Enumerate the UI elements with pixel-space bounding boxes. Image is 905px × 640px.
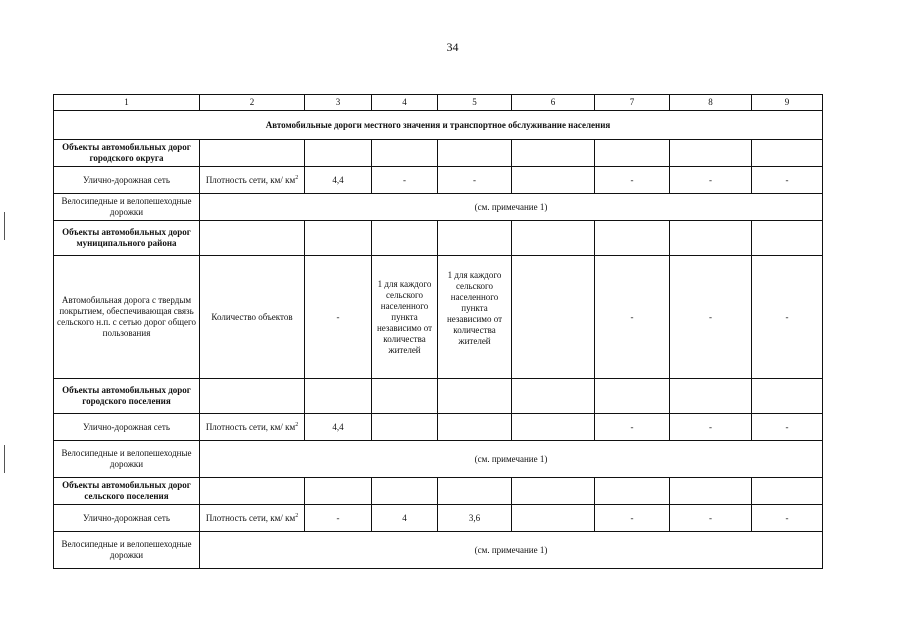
empty-cell (438, 140, 512, 167)
table-row (54, 441, 823, 478)
empty-cell (305, 140, 372, 167)
object-name: Велосипедные и велопешеходные дорожки (54, 532, 200, 569)
object-name: Автомобильная дорога с твердым покрытием, обеспечивающая связь сельского н.п. с сетью дорог общего пользования (54, 256, 200, 379)
empty-cell (512, 140, 595, 167)
empty-cell (305, 478, 372, 505)
category-name: Объекты автомобильных дорог городского поселения (54, 379, 200, 414)
column-header: 3 (305, 95, 372, 111)
value-cell: - (670, 256, 752, 379)
value-cell: 3,6 (438, 505, 512, 532)
value-cell: - (595, 167, 670, 194)
empty-cell (438, 478, 512, 505)
value-cell: - (752, 414, 823, 441)
column-header: 6 (512, 95, 595, 111)
empty-cell (372, 414, 438, 441)
empty-cell (438, 379, 512, 414)
table-row (54, 532, 823, 569)
table-row (54, 256, 823, 379)
empty-cell (438, 221, 512, 256)
value-cell: 1 для каждого сельского населенного пункта независимо от количества жителей (372, 256, 438, 379)
empty-cell (512, 478, 595, 505)
value-cell: - (670, 167, 752, 194)
value-cell: 1 для каждого сельского населенного пункта независимо от количества жителей (438, 256, 512, 379)
empty-cell (595, 140, 670, 167)
column-header: 7 (595, 95, 670, 111)
object-name: Улично-дорожная сеть (54, 167, 200, 194)
norms-table (53, 94, 823, 569)
empty-cell (752, 140, 823, 167)
empty-cell (200, 478, 305, 505)
value-cell: - (752, 167, 823, 194)
empty-cell (752, 221, 823, 256)
note-cell: (см. примечание 1) (200, 532, 823, 569)
empty-cell (670, 140, 752, 167)
empty-cell (752, 379, 823, 414)
indicator: Количество объектов (200, 256, 305, 379)
section-title: Автомобильные дороги местного значения и транспортное обслуживание населения (54, 111, 823, 140)
section-title-row (54, 111, 823, 140)
table-row (54, 414, 823, 441)
empty-cell (372, 140, 438, 167)
column-header: 8 (670, 95, 752, 111)
object-name: Велосипедные и велопешеходные дорожки (54, 441, 200, 478)
table-row (54, 194, 823, 221)
column-number-row (54, 95, 823, 111)
empty-cell (512, 505, 595, 532)
empty-cell (200, 379, 305, 414)
category-name: Объекты автомобильных дорог городского округа (54, 140, 200, 167)
category-row (54, 221, 823, 256)
value-cell: - (305, 505, 372, 532)
value-cell: - (670, 505, 752, 532)
column-header: 5 (438, 95, 512, 111)
object-name: Улично-дорожная сеть (54, 414, 200, 441)
empty-cell (372, 379, 438, 414)
empty-cell (512, 379, 595, 414)
column-header: 9 (752, 95, 823, 111)
value-cell: - (595, 256, 670, 379)
category-name: Объекты автомобильных дорог сельского поселения (54, 478, 200, 505)
value-cell: 4 (372, 505, 438, 532)
column-header: 2 (200, 95, 305, 111)
value-cell: - (305, 256, 372, 379)
empty-cell (200, 221, 305, 256)
empty-cell (752, 478, 823, 505)
empty-cell (438, 414, 512, 441)
page-number: 34 (446, 40, 459, 54)
binding-mark-bottom (4, 445, 5, 473)
table-row (54, 505, 823, 532)
column-header: 4 (372, 95, 438, 111)
empty-cell (512, 256, 595, 379)
indicator: Плотность сети, км/ $км^2$ (200, 505, 305, 532)
empty-cell (595, 478, 670, 505)
empty-cell (595, 221, 670, 256)
empty-cell (305, 379, 372, 414)
empty-cell (512, 221, 595, 256)
indicator: Плотность сети, км/ $км^2$ (200, 414, 305, 441)
value-cell: - (438, 167, 512, 194)
table-row (54, 167, 823, 194)
empty-cell (670, 379, 752, 414)
binding-mark-top (4, 212, 5, 240)
value-cell: - (670, 414, 752, 441)
value-cell: 4,4 (305, 414, 372, 441)
empty-cell (670, 478, 752, 505)
category-row (54, 140, 823, 167)
value-cell: 4,4 (305, 167, 372, 194)
indicator: Плотность сети, км/ $км^2$ (200, 167, 305, 194)
empty-cell (372, 478, 438, 505)
note-cell: (см. примечание 1) (200, 441, 823, 478)
empty-cell (595, 379, 670, 414)
note-cell: (см. примечание 1) (200, 194, 823, 221)
value-cell: - (372, 167, 438, 194)
empty-cell (670, 221, 752, 256)
value-cell: - (752, 505, 823, 532)
object-name: Велосипедные и велопешеходные дорожки (54, 194, 200, 221)
value-cell: - (595, 505, 670, 532)
category-row (54, 478, 823, 505)
empty-cell (512, 167, 595, 194)
value-cell: - (752, 256, 823, 379)
column-header: 1 (54, 95, 200, 111)
category-row (54, 379, 823, 414)
empty-cell (372, 221, 438, 256)
empty-cell (200, 140, 305, 167)
empty-cell (512, 414, 595, 441)
object-name: Улично-дорожная сеть (54, 505, 200, 532)
empty-cell (305, 221, 372, 256)
value-cell: - (595, 414, 670, 441)
category-name: Объекты автомобильных дорог муниципального района (54, 221, 200, 256)
